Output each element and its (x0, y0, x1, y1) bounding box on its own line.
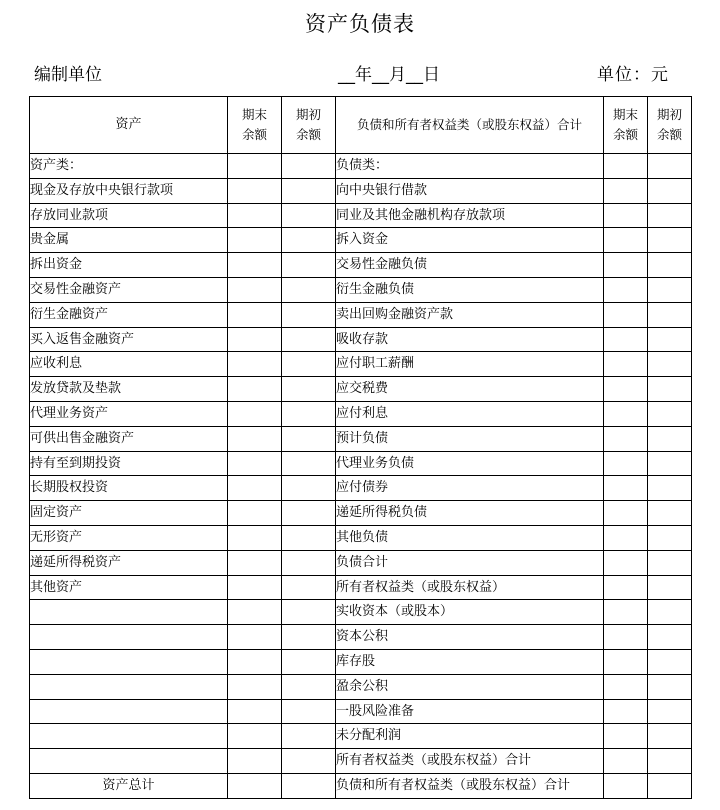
liability-cell: 卖出回购金融资产款 (336, 302, 604, 327)
liability-cell: 应付债券 (336, 476, 604, 501)
liability-closing-cell (604, 674, 648, 699)
liability-opening-cell (648, 674, 692, 699)
asset-opening-cell (282, 724, 336, 749)
asset-closing-balance-header (228, 97, 282, 154)
closing-header-bottom: 余额 (612, 127, 638, 142)
liability-closing-cell (604, 575, 648, 600)
asset-closing-cell (228, 773, 282, 798)
asset-closing-cell (228, 699, 282, 724)
table-row (30, 749, 692, 774)
asset-cell: 长期股权投资 (30, 476, 228, 501)
table-row (30, 401, 692, 426)
liability-cell: 其他负债 (336, 525, 604, 550)
liability-opening-cell (648, 525, 692, 550)
asset-opening-cell (282, 154, 336, 179)
asset-opening-cell (282, 203, 336, 228)
liability-closing-cell (604, 625, 648, 650)
asset-closing-cell (228, 178, 282, 203)
liability-closing-cell (604, 451, 648, 476)
org-label: 编制单位 (34, 65, 102, 85)
closing-header-top: 期末 (241, 107, 267, 122)
asset-closing-cell (228, 724, 282, 749)
asset-opening-cell (282, 575, 336, 600)
asset-closing-cell (228, 377, 282, 402)
closing-header-bottom: 余额 (241, 127, 267, 142)
liability-closing-cell (604, 401, 648, 426)
liability-cell: 库存股 (336, 649, 604, 674)
table-row (30, 649, 692, 674)
liability-cell: 应付利息 (336, 401, 604, 426)
asset-closing-cell (228, 575, 282, 600)
asset-cell: 可供出售金融资产 (30, 426, 228, 451)
opening-header-bottom: 余额 (656, 127, 682, 142)
liability-closing-cell (604, 228, 648, 253)
asset-closing-cell (228, 154, 282, 179)
liabilities-header: 负债和所有者权益类（或股东权益）合计 (336, 97, 604, 154)
asset-opening-cell (282, 600, 336, 625)
liability-cell: 拆入资金 (336, 228, 604, 253)
liability-closing-cell (604, 749, 648, 774)
asset-cell: 其他资产 (30, 575, 228, 600)
table-row (30, 203, 692, 228)
asset-closing-cell (228, 476, 282, 501)
asset-opening-cell (282, 625, 336, 650)
asset-opening-balance-header (282, 97, 336, 154)
asset-opening-cell (282, 228, 336, 253)
asset-opening-cell (282, 699, 336, 724)
asset-opening-cell (282, 377, 336, 402)
table-row (30, 228, 692, 253)
table-row (30, 724, 692, 749)
unit-label: 单位：元 (597, 65, 669, 85)
liability-opening-cell (648, 575, 692, 600)
table-row (30, 277, 692, 302)
asset-closing-cell (228, 749, 282, 774)
liability-opening-cell (648, 203, 692, 228)
asset-cell: 资产类： (30, 154, 228, 179)
asset-opening-cell (282, 401, 336, 426)
asset-cell (30, 724, 228, 749)
table-row (30, 501, 692, 526)
liability-opening-cell (648, 600, 692, 625)
table-row (30, 178, 692, 203)
asset-closing-cell (228, 501, 282, 526)
liability-cell: 应交税费 (336, 377, 604, 402)
liability-closing-cell (604, 178, 648, 203)
liability-cell: 衍生金融负债 (336, 277, 604, 302)
asset-cell (30, 649, 228, 674)
asset-cell: 应收利息 (30, 352, 228, 377)
liability-cell: 未分配利润 (336, 724, 604, 749)
liability-closing-cell (604, 302, 648, 327)
asset-closing-cell (228, 401, 282, 426)
liability-cell: 同业及其他金融机构存放款项 (336, 203, 604, 228)
liability-opening-balance-header (648, 97, 692, 154)
liability-closing-cell (604, 377, 648, 402)
liability-cell: 盈余公积 (336, 674, 604, 699)
asset-opening-cell (282, 426, 336, 451)
asset-closing-cell (228, 327, 282, 352)
balance-sheet-table (29, 96, 692, 799)
asset-closing-cell (228, 277, 282, 302)
liability-opening-cell (648, 327, 692, 352)
liability-opening-cell (648, 228, 692, 253)
asset-closing-cell (228, 352, 282, 377)
asset-closing-cell (228, 550, 282, 575)
asset-cell: 交易性金融资产 (30, 277, 228, 302)
table-row (30, 625, 692, 650)
liability-opening-cell (648, 154, 692, 179)
opening-header-bottom: 余额 (295, 127, 321, 142)
liability-opening-cell (648, 377, 692, 402)
liability-closing-cell (604, 550, 648, 575)
opening-header-top: 期初 (656, 107, 682, 122)
liability-opening-cell (648, 178, 692, 203)
table-row (30, 352, 692, 377)
liability-cell: 一股风险准备 (336, 699, 604, 724)
liability-opening-cell (648, 401, 692, 426)
asset-opening-cell (282, 649, 336, 674)
table-row (30, 377, 692, 402)
table-row (30, 550, 692, 575)
liability-closing-cell (604, 501, 648, 526)
asset-opening-cell (282, 674, 336, 699)
table-row (30, 451, 692, 476)
liability-opening-cell (648, 699, 692, 724)
asset-closing-cell (228, 451, 282, 476)
asset-cell: 代理业务资产 (30, 401, 228, 426)
liability-opening-cell (648, 550, 692, 575)
asset-opening-cell (282, 327, 336, 352)
liability-opening-cell (648, 649, 692, 674)
asset-cell: 衍生金融资产 (30, 302, 228, 327)
asset-opening-cell (282, 352, 336, 377)
table-row (30, 426, 692, 451)
liability-opening-cell (648, 277, 692, 302)
opening-header-top: 期初 (295, 107, 321, 122)
liability-opening-cell (648, 749, 692, 774)
asset-closing-cell (228, 600, 282, 625)
table-row (30, 327, 692, 352)
liability-opening-cell (648, 476, 692, 501)
asset-opening-cell (282, 253, 336, 278)
table-row (30, 575, 692, 600)
liability-cell: 所有者权益类（或股东权益） (336, 575, 604, 600)
assets-header: 资产 (30, 97, 228, 154)
asset-cell: 买入返售金融资产 (30, 327, 228, 352)
table-row (30, 154, 692, 179)
liability-opening-cell (648, 625, 692, 650)
asset-cell: 存放同业款项 (30, 203, 228, 228)
asset-closing-cell (228, 649, 282, 674)
liability-cell: 负债和所有者权益类（或股东权益）合计 (336, 773, 604, 798)
asset-closing-cell (228, 302, 282, 327)
asset-opening-cell (282, 749, 336, 774)
asset-cell: 持有至到期投资 (30, 451, 228, 476)
asset-cell: 贵金属 (30, 228, 228, 253)
asset-closing-cell (228, 203, 282, 228)
table-row (30, 525, 692, 550)
liability-closing-cell (604, 426, 648, 451)
asset-closing-cell (228, 625, 282, 650)
asset-cell: 资产总计 (30, 773, 228, 798)
table-row (30, 302, 692, 327)
liability-closing-cell (604, 649, 648, 674)
asset-cell (30, 699, 228, 724)
liability-closing-cell (604, 773, 648, 798)
asset-opening-cell (282, 178, 336, 203)
liability-cell: 负债合计 (336, 550, 604, 575)
liability-cell: 交易性金融负债 (336, 253, 604, 278)
asset-cell: 现金及存放中央银行款项 (30, 178, 228, 203)
liability-closing-balance-header (604, 97, 648, 154)
liability-closing-cell (604, 724, 648, 749)
liability-opening-cell (648, 501, 692, 526)
liability-closing-cell (604, 699, 648, 724)
asset-opening-cell (282, 302, 336, 327)
liability-opening-cell (648, 724, 692, 749)
liability-cell: 实收资本（或股本） (336, 600, 604, 625)
date-line: __年__月__日 (338, 65, 440, 85)
asset-closing-cell (228, 674, 282, 699)
liability-closing-cell (604, 203, 648, 228)
liability-closing-cell (604, 253, 648, 278)
balance-sheet-body (30, 154, 692, 799)
liability-opening-cell (648, 773, 692, 798)
asset-cell (30, 600, 228, 625)
asset-opening-cell (282, 476, 336, 501)
asset-opening-cell (282, 525, 336, 550)
liability-cell: 负债类： (336, 154, 604, 179)
liability-cell: 所有者权益类（或股东权益）合计 (336, 749, 604, 774)
table-header-row (30, 97, 692, 154)
liability-opening-cell (648, 352, 692, 377)
asset-closing-cell (228, 426, 282, 451)
liability-opening-cell (648, 451, 692, 476)
asset-opening-cell (282, 501, 336, 526)
liability-opening-cell (648, 426, 692, 451)
liability-cell: 向中央银行借款 (336, 178, 604, 203)
liability-opening-cell (648, 302, 692, 327)
table-row (30, 773, 692, 798)
liability-cell: 资本公积 (336, 625, 604, 650)
asset-closing-cell (228, 253, 282, 278)
asset-cell (30, 625, 228, 650)
liability-closing-cell (604, 476, 648, 501)
asset-opening-cell (282, 451, 336, 476)
liability-closing-cell (604, 600, 648, 625)
liability-closing-cell (604, 352, 648, 377)
table-row (30, 699, 692, 724)
liability-cell: 应付职工薪酬 (336, 352, 604, 377)
liability-cell: 递延所得税负债 (336, 501, 604, 526)
liability-opening-cell (648, 253, 692, 278)
liability-closing-cell (604, 154, 648, 179)
liability-cell: 吸收存款 (336, 327, 604, 352)
liability-closing-cell (604, 525, 648, 550)
table-row (30, 600, 692, 625)
closing-header-top: 期末 (612, 107, 638, 122)
liability-cell: 预计负债 (336, 426, 604, 451)
asset-cell: 发放贷款及垫款 (30, 377, 228, 402)
document-title: 资产负债表 (305, 12, 415, 36)
liability-closing-cell (604, 327, 648, 352)
asset-cell: 拆出资金 (30, 253, 228, 278)
asset-cell (30, 749, 228, 774)
liability-cell: 代理业务负债 (336, 451, 604, 476)
asset-cell: 固定资产 (30, 501, 228, 526)
table-row (30, 476, 692, 501)
asset-opening-cell (282, 550, 336, 575)
table-row (30, 674, 692, 699)
asset-opening-cell (282, 277, 336, 302)
table-row (30, 253, 692, 278)
asset-cell: 无形资产 (30, 525, 228, 550)
asset-closing-cell (228, 228, 282, 253)
asset-opening-cell (282, 773, 336, 798)
asset-cell (30, 674, 228, 699)
asset-cell: 递延所得税资产 (30, 550, 228, 575)
asset-closing-cell (228, 525, 282, 550)
liability-closing-cell (604, 277, 648, 302)
